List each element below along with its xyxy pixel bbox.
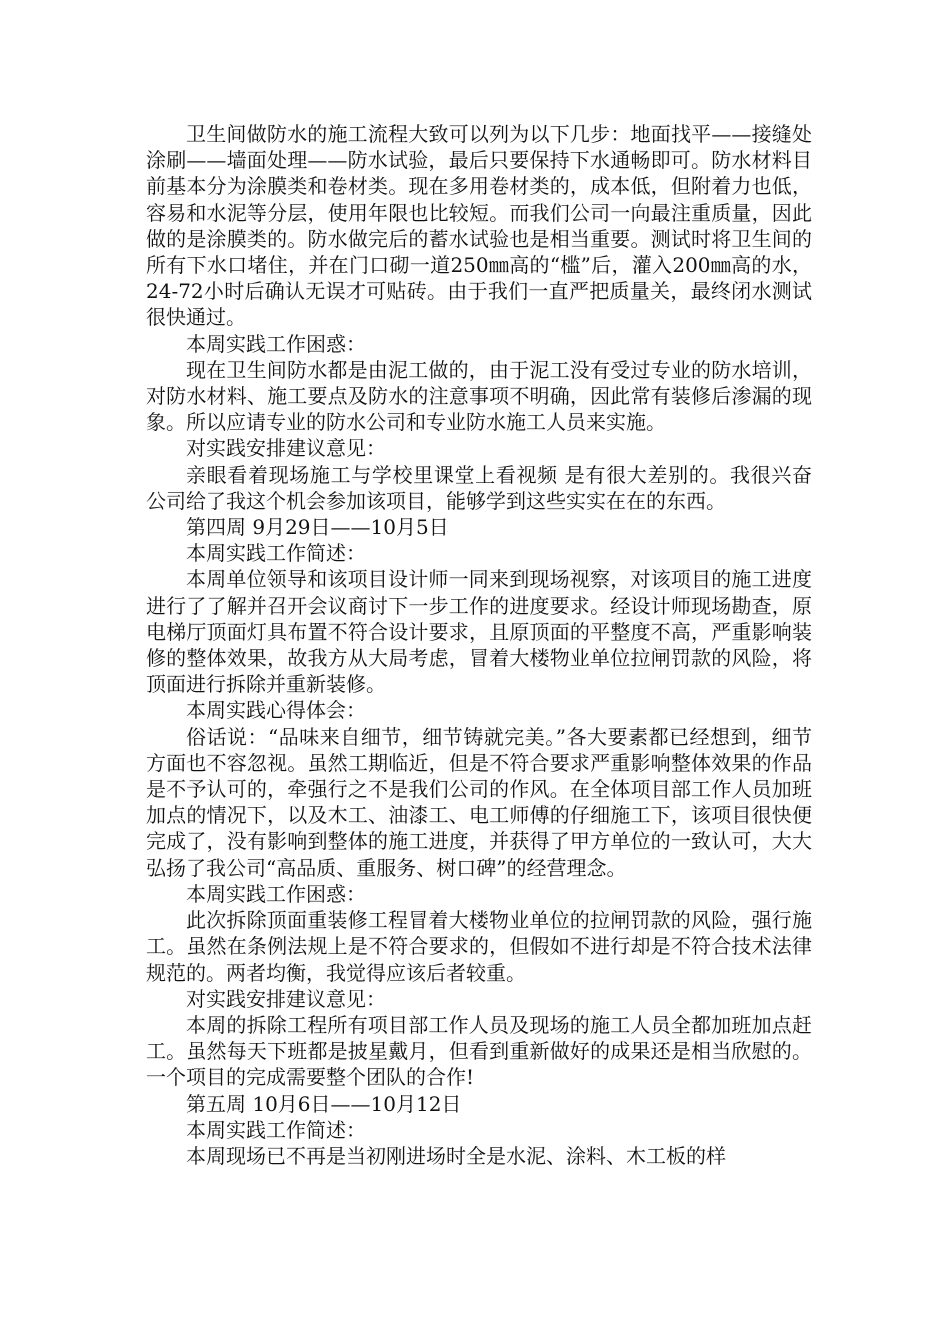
heading-work-confusion: 本周实践工作困惑：	[186, 331, 366, 356]
paragraph-waterproofing-process: 卫生间做防水的施工流程大致可以列为以下几步：地面找平——接缝处涂刷——墙面处理——防水试验，最后只要保持下水通畅即可。防水材料目前基本分为涂膜类和卷材类。现在多用卷材类的，成本低，但附着力也低，容易和水泥等分层，使用年限也比较短。而我们公司一向最注重质量，因此做的是涂膜类的。防水做完后的蓄水试验也是相当重要。测试时将卫生间的所有下水口堵住，并在门口砌一道250㎜高的“槛”后，灌入200㎜高的水，24-72小时后确认无误才可贴砖。由于我们一直严把质量关，最终闭水测试很快通过。	[146, 122, 812, 330]
heading-week-four: 第四周 9月29日——10月5日	[186, 515, 449, 540]
paragraph-details-matter: 俗话说：“品味来自细节，细节铸就完美。”各大要素都已经想到，细节方面也不容忽视。虽然工期临近，但是不符合要求严重影响整体效果的作品是不予认可的，牵强行之不是我们公司的作风。在全体项目部工作人员加班加点的情况下，以及木工、油漆工、电工师傅的仔细施工下，该项目很快便完成了，没有影响到整体的施工进度，并获得了甲方单位的一致认可，大大弘扬了我公司“高品质、重服务、树口碑”的经营理念。	[146, 724, 812, 880]
heading-work-summary: 本周实践工作简述：	[186, 541, 366, 566]
paragraph-site-experience: 亲眼看着现场施工与学校里课堂上看视频 是有很大差别的。我很兴奋公司给了我这个机会参加该项目，能够学到这些实实在在的东西。	[146, 462, 812, 513]
heading-week-five: 第五周 10月6日——10月12日	[186, 1091, 462, 1116]
heading-suggestions: 对实践安排建议意见：	[186, 986, 386, 1011]
paragraph-waterproofing-issues: 现在卫生间防水都是由泥工做的，由于泥工没有受过专业的防水培训，对防水材料、施工要点及防水的注意事项不明确，因此常有装修后渗漏的现象。所以应请专业的防水公司和专业防水施工人员来实施。	[146, 357, 812, 435]
paragraph-site-status: 本周现场已不再是当初刚进场时全是水泥、涂料、木工板的样	[186, 1143, 726, 1168]
heading-suggestions: 对实践安排建议意见：	[186, 436, 386, 461]
heading-work-confusion: 本周实践工作困惑：	[186, 881, 366, 906]
paragraph-teamwork: 本周的拆除工程所有项目部工作人员及现场的施工人员全都加班加点赶工。虽然每天下班都是披星戴月，但看到重新做好的成果还是相当欣慰的。一个项目的完成需要整个团队的合作!	[146, 1012, 812, 1090]
paragraph-site-inspection: 本周单位领导和该项目设计师一同来到现场视察，对该项目的施工进度进行了了解并召开会议商讨下一步工作的进度要求。经设计师现场勘查，原电梯厅顶面灯具布置不符合设计要求，且原顶面的平整度不高，严重影响装修的整体效果，故我方从大局考虑，冒着大楼物业单位拉闸罚款的风险，将顶面进行拆除并重新装修。	[146, 567, 812, 697]
document-body	[146, 121, 812, 1169]
heading-reflections: 本周实践心得体会：	[186, 698, 366, 723]
paragraph-demolition-risk: 此次拆除顶面重装修工程冒着大楼物业单位的拉闸罚款的风险，强行施工。虽然在条例法规上是不符合要求的，但假如不进行却是不符合技术法律规范的。两者均衡，我觉得应该后者较重。	[146, 908, 812, 985]
heading-work-summary: 本周实践工作简述：	[186, 1117, 366, 1142]
